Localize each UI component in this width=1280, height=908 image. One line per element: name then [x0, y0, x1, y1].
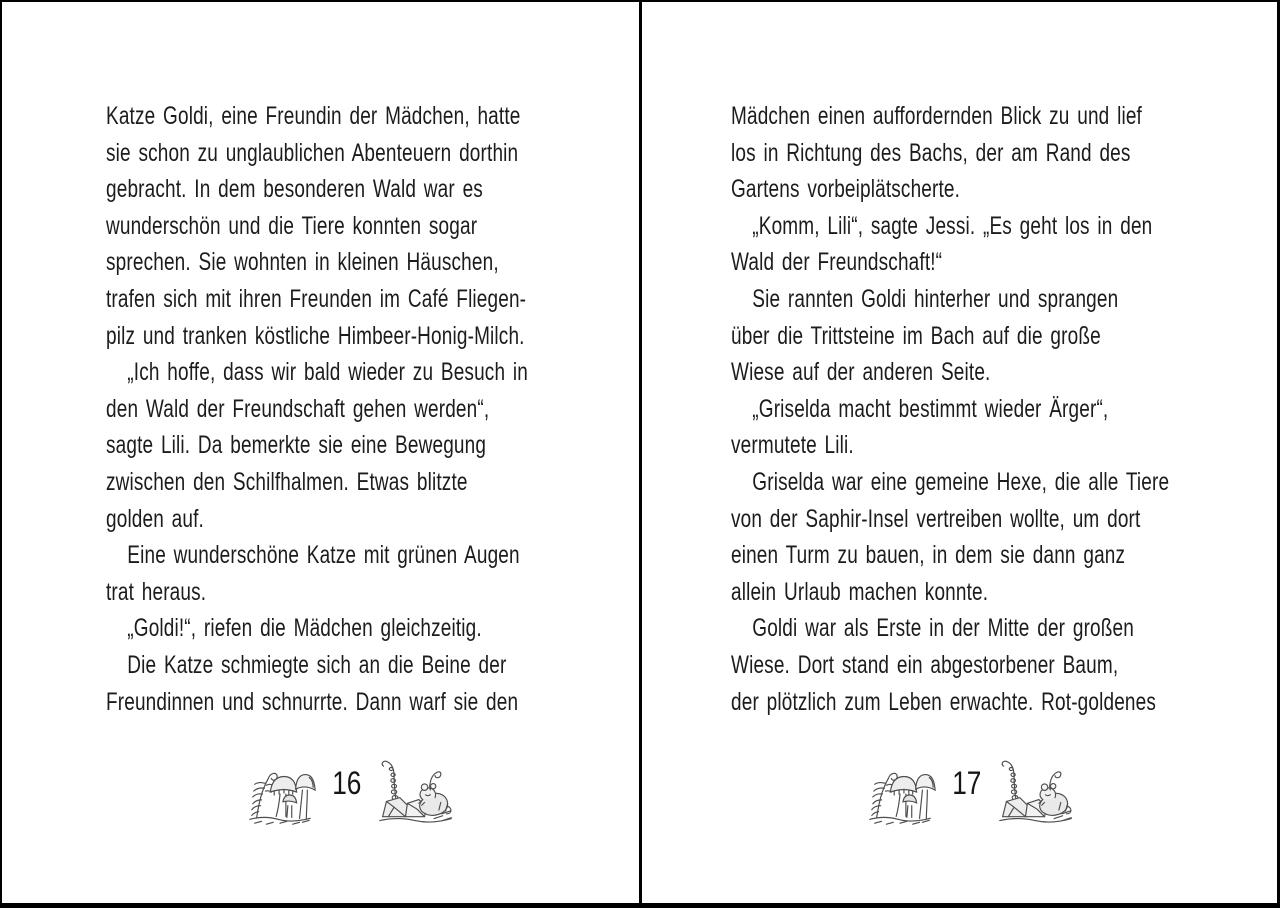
- text-line: sagte Lili. Da bemerkte sie eine Bewegung: [106, 431, 487, 460]
- text-line: wunderschön und die Tiere konnten sogar: [106, 211, 478, 240]
- text-line: sprechen. Sie wohnten in kleinen Häuschen,: [106, 248, 499, 277]
- text-line: pilz und tranken köstliche Himbeer-Honig-Milch.: [106, 321, 525, 350]
- fern-mushrooms-illustration: [865, 762, 939, 828]
- text-line: trafen sich mit ihren Freunden im Café Fliegen-: [106, 284, 527, 313]
- text-line: vermutete Lili.: [731, 431, 854, 460]
- rocks-mouse-illustration: [995, 752, 1077, 828]
- text-line: von der Saphir-Insel vertreiben wollte, um dort: [731, 504, 1141, 533]
- text-line: Sie rannten Goldi hinterher und sprangen: [752, 284, 1119, 313]
- page-left-text: [106, 98, 528, 720]
- page-divider: [639, 2, 642, 903]
- page-right-text: [731, 98, 1169, 720]
- text-line: „Goldi!“, riefen die Mädchen gleichzeitig.: [127, 614, 482, 643]
- page-right-footer: [865, 746, 1077, 828]
- text-line: einen Turm zu bauen, in dem sie dann ganz: [731, 541, 1126, 570]
- text-line: Die Katze schmiegte sich an die Beine der: [127, 650, 507, 679]
- rocks-mouse-illustration: [375, 752, 457, 828]
- text-line: „Griselda macht bestimmt wieder Ärger“,: [752, 394, 1109, 423]
- text-line: los in Richtung des Bachs, der am Rand des: [731, 138, 1131, 167]
- text-line: den Wald der Freundschaft gehen werden“,: [106, 394, 490, 423]
- text-line: allein Urlaub machen konnte.: [731, 577, 989, 606]
- text-line: Katze Goldi, eine Freundin der Mädchen, hatte: [106, 102, 521, 130]
- text-line: Wiese auf der anderen Seite.: [731, 358, 991, 387]
- text-line: gebracht. In dem besonderen Wald war es: [106, 175, 483, 204]
- text-line: „Komm, Lili“, sagte Jessi. „Es geht los in den: [752, 211, 1153, 240]
- text-line: Gartens vorbeiplätscherte.: [731, 175, 961, 204]
- text-line: über die Trittsteine im Bach auf die große: [731, 321, 1101, 350]
- page-number-left: 16: [332, 765, 362, 801]
- text-line: golden auf.: [106, 504, 204, 533]
- text-line: Freundinnen und schnurrte. Dann warf sie den: [106, 687, 519, 716]
- text-line: Mädchen einen auffordernden Blick zu und lief: [731, 102, 1142, 130]
- text-line: Wiese. Dort stand ein abgestorbener Baum,: [731, 650, 1119, 679]
- text-line: Griselda war eine gemeine Hexe, die alle Tiere: [752, 467, 1170, 496]
- text-line: sie schon zu unglaublichen Abenteuern dorthin: [106, 138, 519, 167]
- text-line: zwischen den Schilfhalmen. Etwas blitzte: [106, 467, 468, 496]
- text-line: Goldi war als Erste in der Mitte der großen: [752, 614, 1134, 643]
- text-line: Eine wunderschöne Katze mit grünen Augen: [127, 541, 520, 570]
- text-line: der plötzlich zum Leben erwachte. Rot-goldenes: [731, 687, 1157, 716]
- page-number-right: 17: [952, 765, 982, 801]
- text-line: Wald der Freundschaft!“: [731, 248, 943, 277]
- fern-mushrooms-illustration: [245, 762, 319, 828]
- text-line: „Ich hoffe, dass wir bald wieder zu Besuch in: [127, 358, 528, 387]
- page-left-footer: [245, 746, 457, 828]
- text-line: trat heraus.: [106, 577, 207, 606]
